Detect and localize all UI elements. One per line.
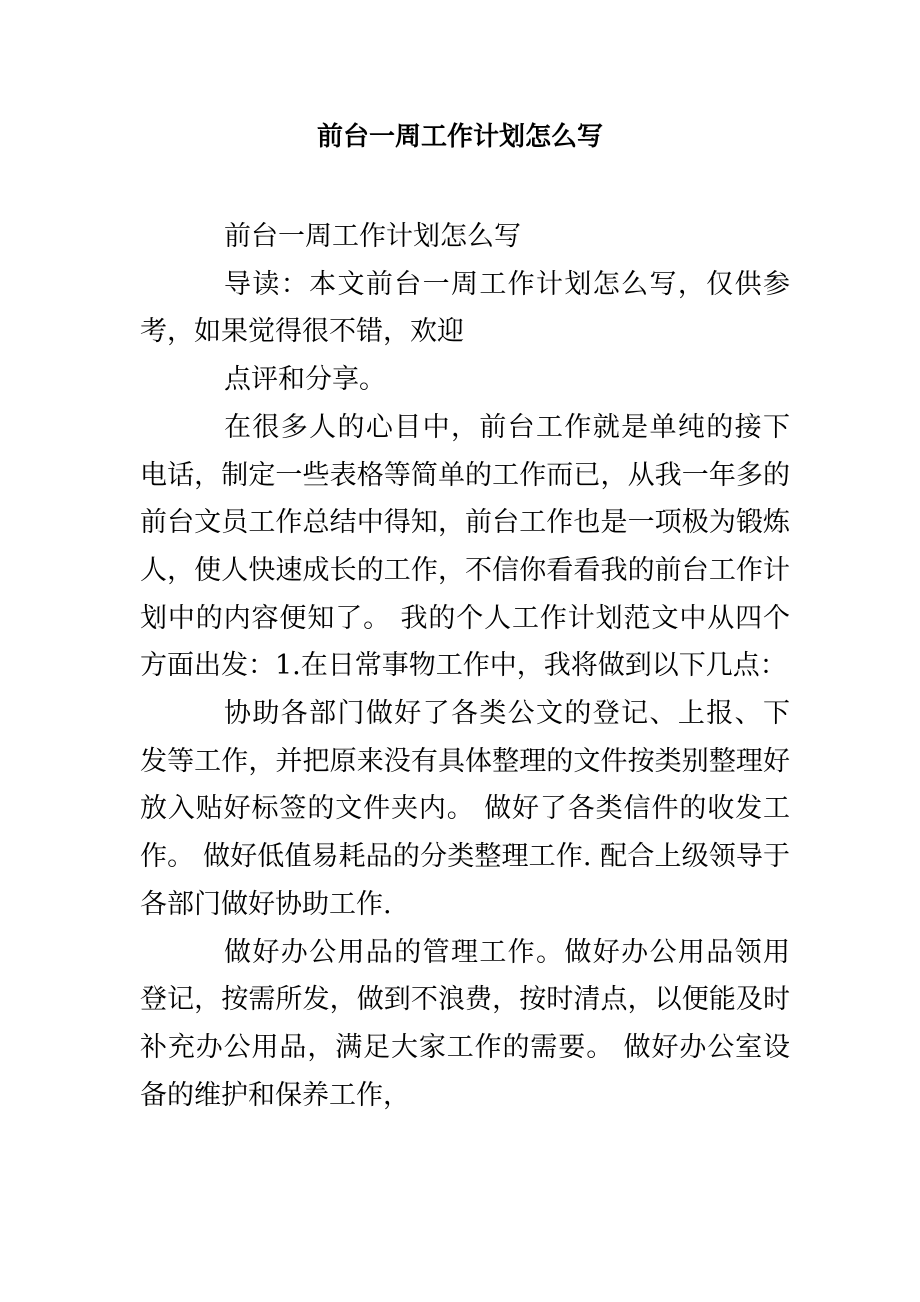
document-title: 前台一周工作计划怎么写 <box>316 122 603 152</box>
paragraph-office-supplies: 做好办公用品的管理工作。做好办公用品领用登记，按需所发，做到不浪费，按时清点，以便能及时补充办公用品，满足大家工作的需要。 做好办公室设备的维护和保养工作， <box>140 936 790 1111</box>
paragraph-heading: 前台一周工作计划怎么写 <box>224 221 521 252</box>
paragraph-document-handling: 协助各部门做好了各类公文的登记、上报、下发等工作，并把原来没有具体整理的文件按类别整理好放入贴好标签的文件夹内。 做好了各类信件的收发工作。 做好低值易耗品的分类整理工作. 配合上级领导于各部门做好协助工作. <box>140 698 790 920</box>
paragraph-intro-continued: 点评和分享。 <box>224 364 386 396</box>
document-body <box>140 213 790 1119</box>
paragraph-overview: 在很多人的心目中，前台工作就是单纯的接下电话，制定一些表格等简单的工作而已，从我一年多的前台文员工作总结中得知，前台工作也是一项极为锻炼人，使人快速成长的工作，不信你看看我的前台工作计划中的内容便知了。 我的个人工作计划范文中从四个方面出发：1.在日常事物工作中，我将做到以下几点： <box>140 411 790 682</box>
paragraph-intro: 导读：本文前台一周工作计划怎么写，仅供参考，如果觉得很不错，欢迎 <box>140 268 790 348</box>
